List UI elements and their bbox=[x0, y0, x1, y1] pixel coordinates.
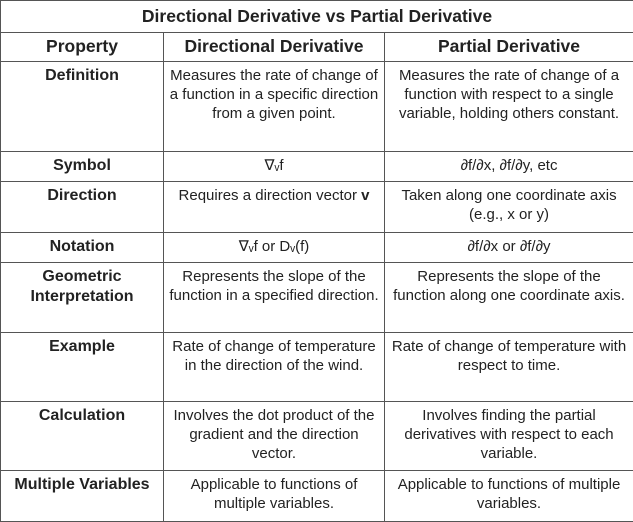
property-cell: Definition bbox=[1, 62, 164, 152]
partial-cell: Measures the rate of change of a function with respect to a single variable, holding others constant. bbox=[385, 62, 633, 152]
directional-cell: ∇ᵥf or Dᵥ(f) bbox=[164, 232, 385, 263]
table-row-notation bbox=[1, 232, 633, 263]
vector-symbol: v bbox=[361, 187, 370, 205]
header-row bbox=[1, 32, 633, 62]
property-cell: Geometric Interpretation bbox=[1, 263, 164, 332]
property-cell: Calculation bbox=[1, 401, 164, 470]
directional-cell: Rate of change of temperature in the direction of the wind. bbox=[164, 332, 385, 401]
table-title: Directional Derivative vs Partial Derivative bbox=[1, 1, 633, 33]
table-row-geometric-interpretation bbox=[1, 263, 633, 332]
property-cell: Notation bbox=[1, 232, 164, 263]
directional-cell: Involves the dot product of the gradient and the direction vector. bbox=[164, 401, 385, 470]
column-header-partial: Partial Derivative bbox=[385, 32, 633, 62]
table-row-definition bbox=[1, 62, 633, 152]
directional-cell bbox=[164, 182, 385, 233]
directional-cell: Measures the rate of change of a function in a specific direction from a given point. bbox=[164, 62, 385, 152]
directional-text: Requires a direction vector bbox=[178, 187, 362, 205]
column-header-directional: Directional Derivative bbox=[164, 32, 385, 62]
property-cell: Symbol bbox=[1, 151, 164, 182]
partial-cell: Applicable to functions of multiple variables. bbox=[385, 471, 633, 522]
partial-cell: Rate of change of temperature with respect to time. bbox=[385, 332, 633, 401]
table-row-direction bbox=[1, 182, 633, 233]
table-row-calculation bbox=[1, 401, 633, 470]
table-row-multiple-variables bbox=[1, 471, 633, 522]
table-row-example bbox=[1, 332, 633, 401]
partial-cell: Involves finding the partial derivatives with respect to each variable. bbox=[385, 401, 633, 470]
partial-cell: Represents the slope of the function along one coordinate axis. bbox=[385, 263, 633, 332]
property-cell: Direction bbox=[1, 182, 164, 233]
directional-cell: Represents the slope of the function in a specified direction. bbox=[164, 263, 385, 332]
column-header-property: Property bbox=[1, 32, 164, 62]
property-cell: Example bbox=[1, 332, 164, 401]
property-cell: Multiple Variables bbox=[1, 471, 164, 522]
partial-cell: ∂f/∂x or ∂f/∂y bbox=[385, 232, 633, 263]
partial-cell: ∂f/∂x, ∂f/∂y, etc bbox=[385, 151, 633, 182]
directional-cell: ∇ᵥf bbox=[164, 151, 385, 182]
table-row-symbol bbox=[1, 151, 633, 182]
partial-cell: Taken along one coordinate axis (e.g., x or y) bbox=[385, 182, 633, 233]
title-row bbox=[1, 1, 633, 33]
directional-cell: Applicable to functions of multiple variables. bbox=[164, 471, 385, 522]
